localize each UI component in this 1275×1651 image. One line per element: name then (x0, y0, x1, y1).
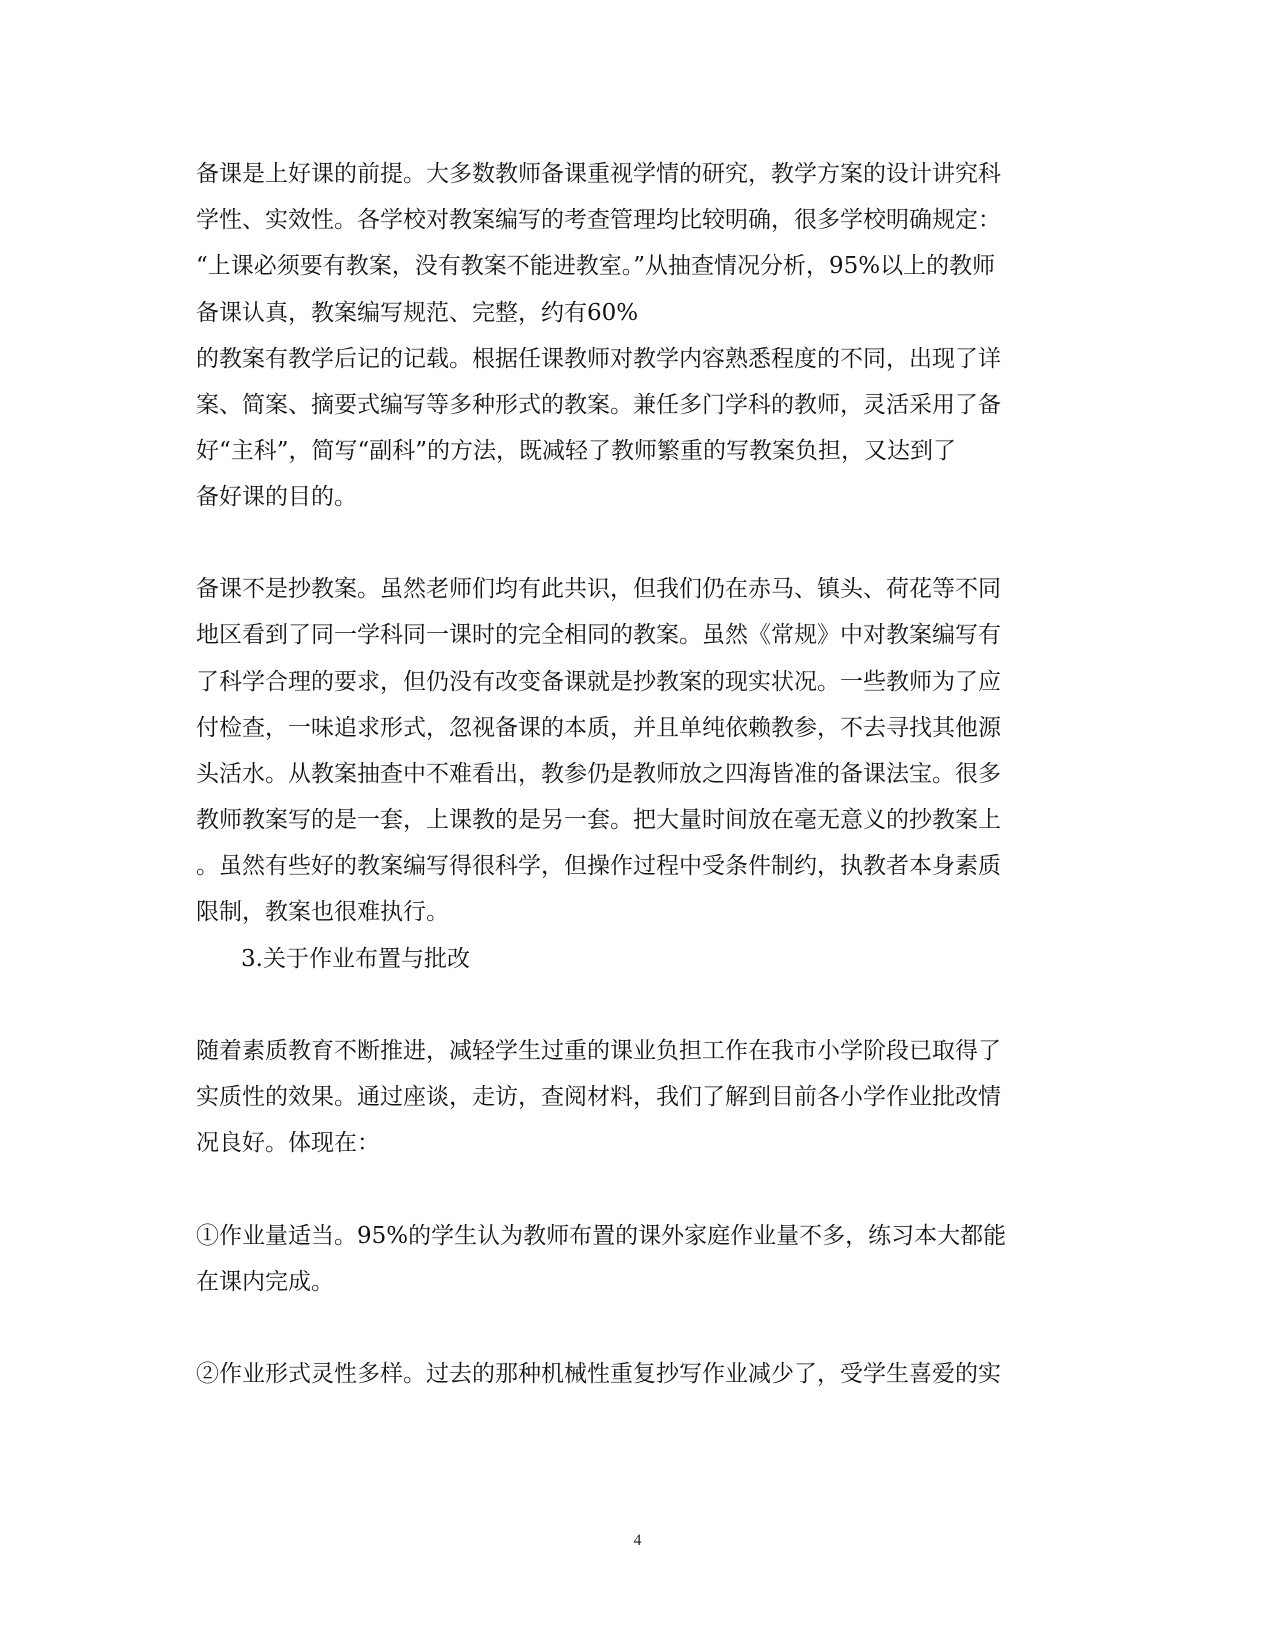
text-line: 实质性的效果。通过座谈，走访，查阅材料，我们了解到目前各小学作业批改情 (196, 1084, 1001, 1110)
text-line: 教师教案写的是一套，上课教的是另一套。把大量时间放在毫无意义的抄教案上 (196, 807, 1001, 833)
text-line: 好“主科”，简写“副科”的方法，既减轻了教师繁重的写教案负担，又达到了 (196, 438, 957, 464)
text-line: 了科学合理的要求，但仍没有改变备课就是抄教案的现实状况。一些教师为了应 (196, 669, 1001, 695)
page-number: 4 (633, 1532, 642, 1549)
text-line: 在课内完成。 (196, 1269, 334, 1295)
text-line: 备好课的目的。 (196, 484, 357, 510)
text-line: 备课是上好课的前提。大多数教师备课重视学情的研究，教学方案的设计讲究科 (196, 161, 1001, 187)
text-line: ②作业形式灵性多样。过去的那种机械性重复抄写作业减少了，受学生喜爱的实 (196, 1361, 1001, 1387)
text-line: 随着素质教育不断推进，减轻学生过重的课业负担工作在我市小学阶段已取得了 (196, 1038, 1001, 1064)
text-line: 头活水。从教案抽查中不难看出，教参仍是教师放之四海皆准的备课法宝。很多 (196, 761, 1001, 787)
text-line: 地区看到了同一学科同一课时的完全相同的教案。虽然《常规》中对教案编写有 (196, 622, 1001, 648)
text-line: 限制，教案也很难执行。 (196, 899, 449, 925)
text-line: 付检查，一味追求形式，忽视备课的本质，并且单纯依赖教参，不去寻找其他源 (196, 715, 1001, 741)
text-line: 的教案有教学后记的记载。根据任课教师对教学内容熟悉程度的不同，出现了详 (196, 346, 1001, 372)
text-line: ①作业量适当。95%的学生认为教师布置的课外家庭作业量不多，练习本大都能 (196, 1223, 1007, 1249)
text-line: 备课认真，教案编写规范、完整，约有60% (196, 300, 639, 326)
text-line: 。虽然有些好的教案编写得很科学，但操作过程中受条件制约，执教者本身素质 (196, 853, 1001, 879)
text-line: “上课必须要有教案，没有教案不能进教室。”从抽查情况分析，95%以上的教师 (196, 253, 996, 279)
text-line: 况良好。体现在： (196, 1130, 380, 1156)
text-line: 备课不是抄教案。虽然老师们均有此共识，但我们仍在赤马、镇头、荷花等不同 (196, 576, 1001, 602)
text-line: 案、简案、摘要式编写等多种形式的教案。兼任多门学科的教师，灵活采用了备 (196, 392, 1001, 418)
section-heading: 3.关于作业布置与批改 (241, 946, 470, 972)
text-line: 学性、实效性。各学校对教案编写的考查管理均比较明确，很多学校明确规定： (196, 207, 1001, 233)
